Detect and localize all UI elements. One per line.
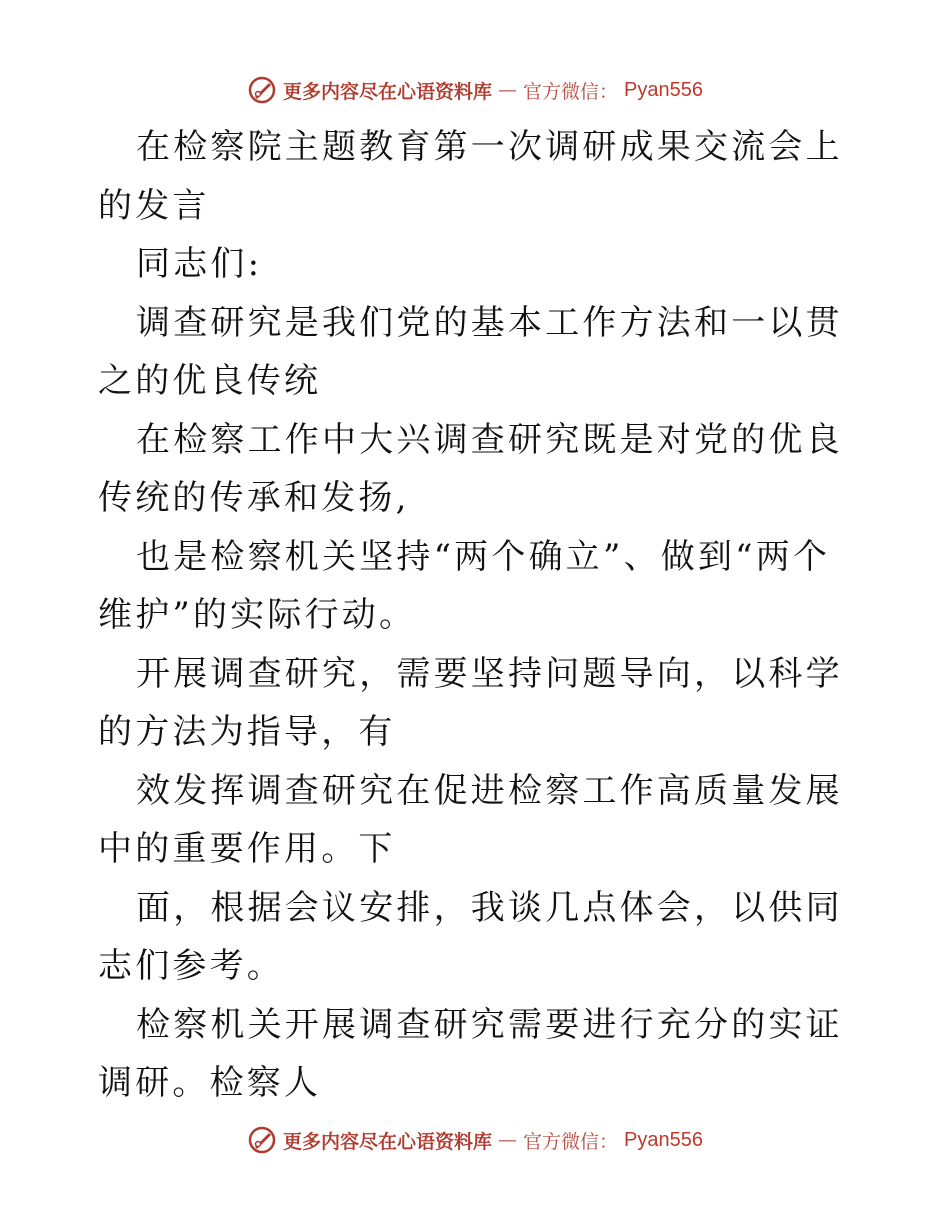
paragraph: 在检察工作中大兴调查研究既是对党的优良传统的传承和发扬, — [98, 419, 843, 518]
watermark-contact-label: 官方微信： — [523, 80, 619, 103]
quill-seal-icon — [247, 1125, 277, 1155]
watermark-contact-id: Pyan556 — [624, 1128, 703, 1151]
document-body — [98, 118, 858, 1113]
watermark-brand-text: 更多内容尽在心语资料库 — [283, 80, 493, 103]
footer-watermark — [0, 1120, 950, 1160]
watermark-contact-label: 官方微信： — [523, 1130, 619, 1153]
paragraph: 效发挥调查研究在促进检察工作高质量发展中的重要作用。下 — [98, 770, 843, 869]
salutation: 同志们: — [136, 244, 263, 284]
quill-seal-icon — [247, 75, 277, 105]
watermark-dash: — — [498, 1129, 518, 1151]
watermark-contact-id: Pyan556 — [624, 78, 703, 101]
paragraph: 开展调查研究，需要坚持问题导向，以科学的方法为指导，有 — [98, 653, 843, 752]
document-title: 在检察院主题教育第一次调研成果交流会上的发言 — [98, 127, 843, 226]
watermark-brand-text: 更多内容尽在心语资料库 — [283, 1130, 493, 1153]
paragraph: 调查研究是我们党的基本工作方法和一以贯之的优良传统 — [98, 302, 843, 401]
paragraph: 面，根据会议安排，我谈几点体会，以供同志们参考。 — [98, 887, 843, 986]
paragraph: 也是检察机关坚持“两个确立”、做到“两个维护”的实际行动。 — [98, 536, 831, 635]
header-watermark — [0, 70, 950, 110]
paragraph: 检察机关开展调查研究需要进行充分的实证调研。检察人 — [98, 1004, 843, 1103]
watermark-dash: — — [498, 79, 518, 101]
